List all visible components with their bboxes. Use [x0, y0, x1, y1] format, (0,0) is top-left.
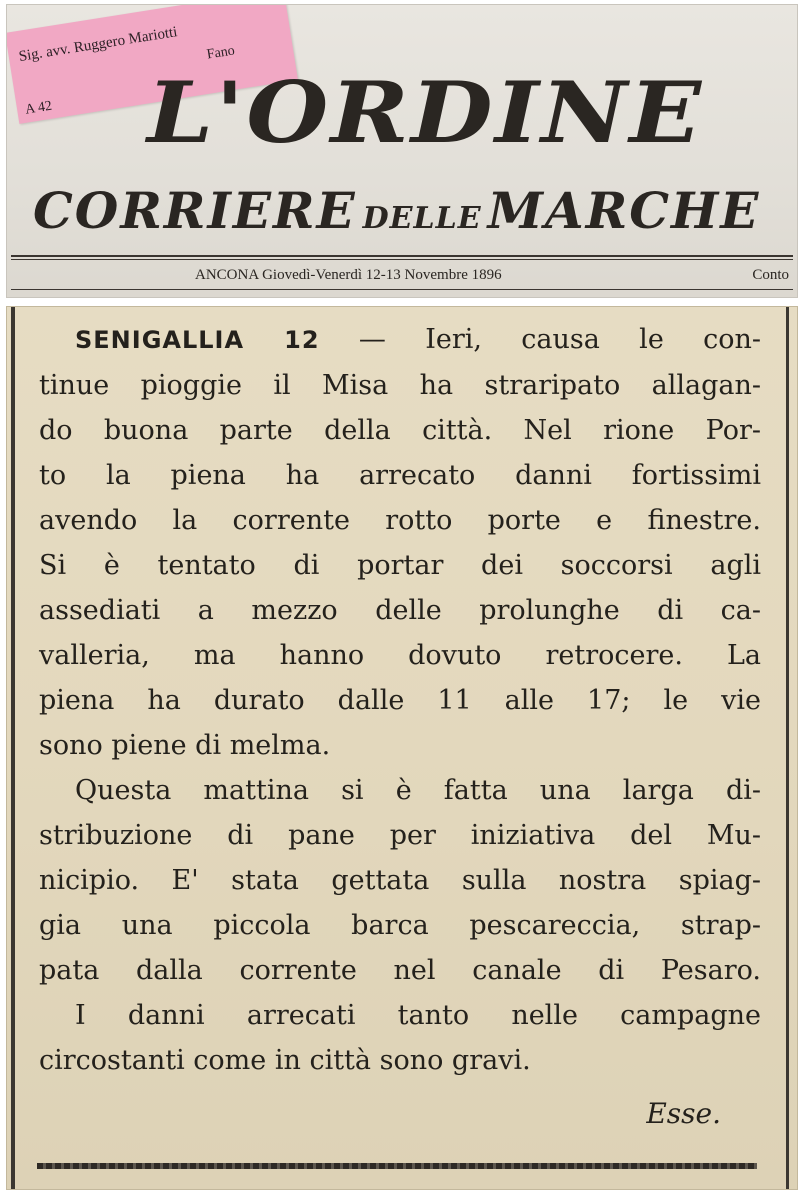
column-rule-left: [11, 307, 15, 1189]
subtitle-part-2: DELLE: [362, 201, 482, 236]
conto-note: Conto: [752, 267, 789, 283]
label-town: Fano: [205, 43, 236, 63]
article-line-4: to la piena ha arrecato danni fortissimi: [39, 460, 761, 491]
newspaper-masthead-clipping: [6, 4, 798, 298]
masthead-rule-top-thin: [11, 259, 793, 260]
column-rule-right: [786, 307, 789, 1189]
article-clipping: [6, 306, 798, 1190]
issue-dateline: ANCONA Giovedì-Venerdì 12-13 Novembre 1896: [195, 267, 502, 283]
article-line-16: I danni arrecati tanto nelle campagne: [75, 1000, 761, 1031]
subtitle-part-3: MARCHE: [487, 181, 761, 240]
article-line-12: stribuzione di pane per iniziativa del Mu-: [39, 820, 761, 851]
masthead-rule-bottom: [11, 289, 793, 290]
article-dateline: SENIGALLIA 12: [75, 326, 320, 354]
article-line-1: [39, 317, 761, 363]
article-body: [39, 317, 761, 1083]
label-code: A 42: [24, 98, 54, 118]
newspaper-title: L'ORDINE: [147, 63, 704, 162]
article-line-3: do buona parte della città. Nel rione Por-: [39, 415, 761, 446]
article-line-17: circostanti come in città sono gravi.: [39, 1045, 531, 1076]
article-line-8: valleria, ma hanno dovuto retrocere. La: [39, 640, 761, 671]
article-line-13: nicipio. E' stata gettata sulla nostra spiag-: [39, 865, 761, 896]
article-line-7: assediati a mezzo delle prolunghe di ca-: [39, 595, 761, 626]
label-addressee: Sig. avv. Ruggero Mariotti: [17, 24, 179, 66]
article-line-1-text: — Ieri, causa le con-: [358, 324, 762, 355]
article-line-14: gia una piccola barca pescareccia, strap-: [39, 910, 761, 941]
masthead-rule-top: [11, 255, 793, 257]
article-line-15: pata dalla corrente nel canale di Pesaro.: [39, 955, 761, 986]
article-line-10: sono piene di melma.: [39, 730, 331, 761]
article-line-11: Questa mattina si è fatta una larga di-: [75, 775, 761, 806]
article-end-rule: [37, 1163, 757, 1169]
article-line-6: Si è tentato di portar dei soccorsi agli: [39, 550, 761, 581]
article-signature: Esse.: [646, 1097, 721, 1130]
article-line-2: tinue pioggie il Misa ha straripato allagan-: [39, 370, 761, 401]
subtitle-part-1: CORRIERE: [33, 181, 357, 240]
newspaper-subtitle: [33, 181, 760, 240]
article-line-9: piena ha durato dalle 11 alle 17; le vie: [39, 685, 761, 716]
article-line-5: avendo la corrente rotto porte e finestre.: [39, 505, 761, 536]
